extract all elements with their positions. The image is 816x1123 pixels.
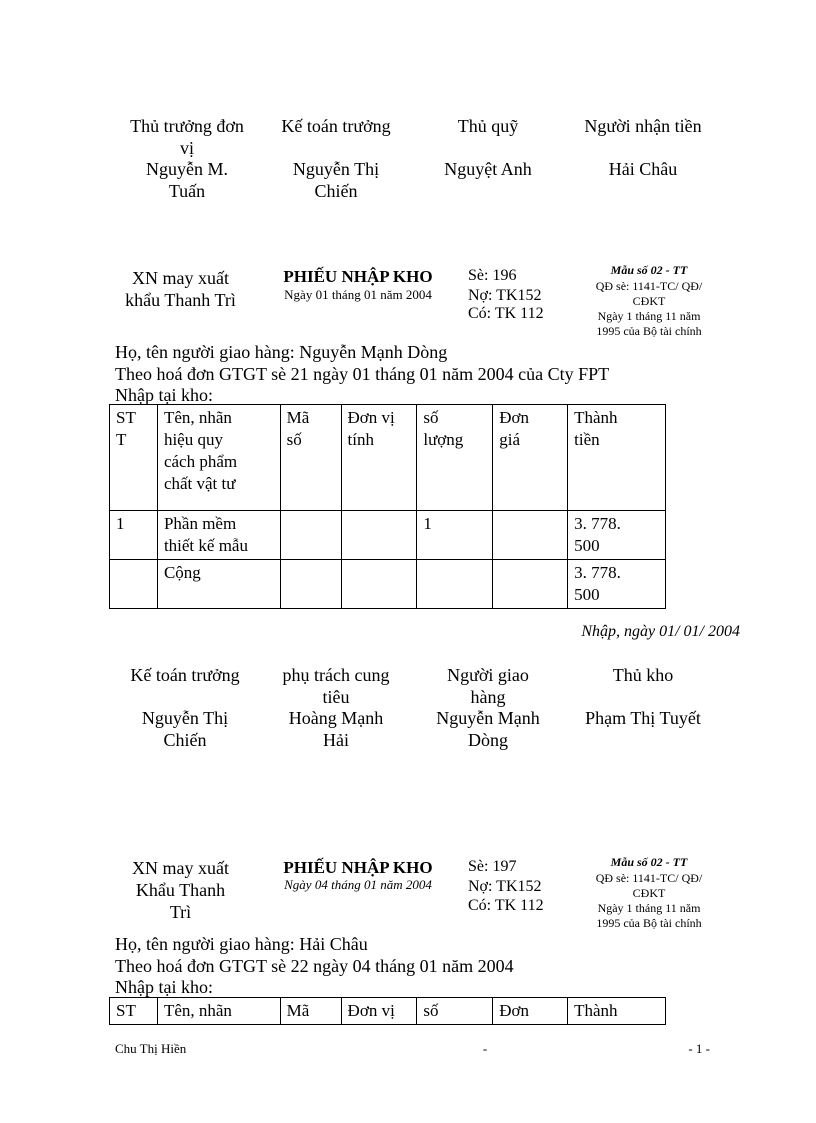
- slip1-invoice: Theo hoá đơn GTGT sè 21 ngày 01 tháng 01 năm 2004 của Cty FPT: [115, 364, 610, 384]
- slip1-warehouse: Nhập tại kho:: [115, 385, 213, 405]
- sig-title-deliverer: Người giao hàng: [447, 665, 529, 707]
- slip1-number: Sè: 196: [468, 267, 517, 284]
- sig-title-cashier: Thủ quỹ: [457, 116, 519, 136]
- sig-name-storekeeper: Phạm Thị Tuyết: [585, 708, 701, 728]
- slip2-table: [109, 997, 666, 1025]
- row-item-name: Phần mềm thiết kế mẫu: [157, 511, 280, 560]
- row-code: [280, 511, 341, 560]
- sig-name-chief-accountant: Nguyễn Thị Chiến: [292, 159, 380, 201]
- row-stt: 1: [110, 511, 158, 560]
- slip1-debit: Nợ: TK152: [468, 287, 542, 304]
- sig-title-director: Thủ trưởng đơn vị: [130, 116, 244, 158]
- header-unit: Đơn vị tính: [341, 405, 417, 511]
- total-amount: 3. 778. 500: [568, 560, 666, 609]
- header-amount: Thành tiền: [568, 405, 666, 511]
- sig-title-chief-accountant-2: Kế toán trưởng: [130, 665, 240, 685]
- sig-name-receiver: Hải Châu: [608, 159, 678, 179]
- slip1-deliverer: Họ, tên người giao hàng: Nguyễn Mạnh Dòng: [115, 342, 448, 362]
- sig-title-receiver: Người nhận tiền: [584, 116, 702, 136]
- table-header-row: [110, 998, 666, 1025]
- row-amount: 3. 778. 500: [568, 511, 666, 560]
- header-stt: ST: [110, 998, 158, 1025]
- sig-name-deliverer: Nguyễn Mạnh Dòng: [436, 708, 540, 750]
- row-quantity: 1: [417, 511, 493, 560]
- slip1-date: Ngày 01 tháng 01 năm 2004: [284, 287, 432, 302]
- footer-page-number: - 1 -: [688, 1041, 710, 1056]
- sig-title-storekeeper: Thủ kho: [612, 665, 674, 685]
- sig-title-chief-accountant: Kế toán trưởng: [281, 116, 391, 136]
- header-item-name: Tên, nhãn hiệu quy cách phẩm chất vật tư: [157, 405, 280, 511]
- slip2-deliverer: Họ, tên người giao hàng: Hải Châu: [115, 934, 368, 954]
- slip2-invoice: Theo hoá đơn GTGT sè 22 ngày 04 tháng 01 năm 2004: [115, 956, 514, 976]
- sig-name-supply-manager: Hoàng Mạnh Hải: [288, 708, 384, 750]
- sig-name-cashier: Nguyệt Anh: [444, 159, 532, 179]
- slip1-form-number: Mẫu số 02 - TT: [610, 263, 688, 277]
- slip2-date: Ngày 04 tháng 01 năm 2004: [284, 877, 432, 892]
- slip2-title: PHIẾU NHẬP KHO: [283, 858, 433, 877]
- sig-name-director: Nguyễn M. Tuấn: [146, 159, 228, 201]
- slip2-debit: Nợ: TK152: [468, 878, 542, 895]
- sig-title-supply-manager: phụ trách cung tiêu: [282, 665, 390, 707]
- slip2-company: XN may xuất Khẩu Thanh Trì: [132, 858, 229, 922]
- header-amount: Thành: [568, 998, 666, 1025]
- slip2-form-reference: QĐ sè: 1141-TC/ QĐ/ CĐKT Ngày 1 tháng 11 năm 1995 của Bộ tài chính: [595, 871, 703, 930]
- slip2-number: Sè: 197: [468, 858, 517, 875]
- header-stt: ST T: [110, 405, 158, 511]
- slip1-title: PHIẾU NHẬP KHO: [283, 267, 433, 286]
- sig-name-chief-accountant-2: Nguyễn Thị Chiến: [141, 708, 229, 750]
- header-code: Mã số: [280, 405, 341, 511]
- slip2-credit: Có: TK 112: [468, 897, 544, 914]
- header-quantity: số lượng: [417, 405, 493, 511]
- slip1-place-date: Nhập, ngày 01/ 01/ 2004: [581, 623, 740, 640]
- table-row: [110, 511, 666, 560]
- header-unit-price: Đơn giá: [493, 405, 568, 511]
- row-unit-price: [493, 511, 568, 560]
- slip1-table: [109, 404, 666, 609]
- slip1-company: XN may xuất khẩu Thanh Trì: [125, 268, 236, 310]
- header-unit: Đơn vị: [341, 998, 417, 1025]
- header-unit-price: Đơn: [493, 998, 568, 1025]
- header-quantity: số: [417, 998, 493, 1025]
- slip1-credit: Có: TK 112: [468, 305, 544, 322]
- slip2-form-number: Mẫu số 02 - TT: [610, 855, 688, 869]
- row-unit: [341, 511, 417, 560]
- total-label: Cộng: [157, 560, 280, 609]
- table-total-row: [110, 560, 666, 609]
- slip1-form-reference: QĐ sè: 1141-TC/ QĐ/ CĐKT Ngày 1 tháng 11 năm 1995 của Bộ tài chính: [595, 279, 703, 338]
- footer-dash: -: [482, 1041, 488, 1056]
- slip2-warehouse: Nhập tại kho:: [115, 977, 213, 997]
- footer-author: Chu Thị Hiền: [115, 1041, 187, 1056]
- header-item-name: Tên, nhãn: [157, 998, 280, 1025]
- table-header-row: [110, 405, 666, 511]
- header-code: Mã: [280, 998, 341, 1025]
